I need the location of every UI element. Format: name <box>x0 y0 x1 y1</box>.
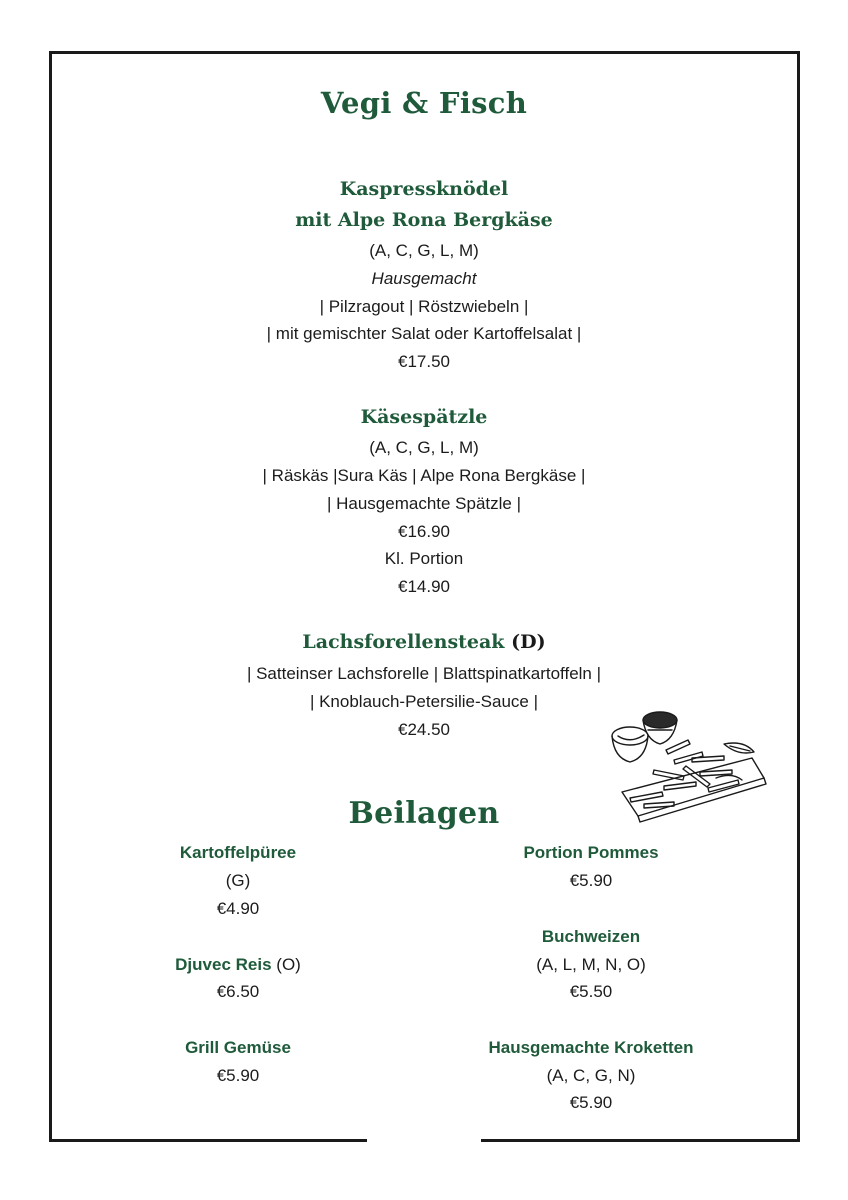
dish-description: | Knoblauch-Petersilie-Sauce | <box>309 692 539 711</box>
side-name: Kartoffelpüree <box>179 843 297 862</box>
side-allergens: (A, C, G, N) <box>546 1066 636 1085</box>
dish-description: | mit gemischter Salat oder Kartoffelsalat | <box>266 324 582 343</box>
side-name: Portion Pommes <box>523 843 659 862</box>
side-price: €5.90 <box>216 1066 260 1085</box>
dish-allergens: (A, C, G, L, M) <box>369 241 479 260</box>
dish-description: | Hausgemachte Spätzle | <box>326 494 522 513</box>
side-name: Buchweizen <box>541 927 641 946</box>
dish-allergens: (D) <box>511 631 546 653</box>
side-price: €5.90 <box>569 1093 613 1112</box>
dish-small-portion-label: Kl. Portion <box>384 549 464 568</box>
side-price: €5.90 <box>569 871 613 890</box>
side-price: €6.50 <box>216 982 260 1001</box>
dish-price: €17.50 <box>398 352 450 371</box>
dish-small-portion-price: €14.90 <box>398 577 450 596</box>
frame-border-bottom-right <box>481 1139 800 1142</box>
dish-name-subtitle: mit Alpe Rona Bergkäse <box>295 209 553 231</box>
side-allergens: (O) <box>276 955 301 974</box>
side-name: Djuvec Reis <box>175 955 272 974</box>
dish-name: Kaspressknödel <box>339 178 509 200</box>
dish-price: €24.50 <box>398 720 450 739</box>
frame-border-top <box>49 51 800 54</box>
frame-border-bottom-left <box>49 1139 367 1142</box>
dish-note: Hausgemacht <box>371 269 477 288</box>
dish-name: Käsespätzle <box>360 406 488 428</box>
section-title-beilagen: Beilagen <box>348 796 500 831</box>
side-name: Grill Gemüse <box>185 1038 291 1057</box>
side-price: €4.90 <box>216 899 260 918</box>
side-name: Hausgemachte Kroketten <box>488 1038 694 1057</box>
side-price: €5.50 <box>569 982 613 1001</box>
dish-description: | Satteinser Lachsforelle | Blattspinatkartoffeln | <box>246 664 602 683</box>
side-allergens: (A, L, M, N, O) <box>536 955 646 974</box>
dish-description: | Räskäs |Sura Käs | Alpe Rona Bergkäse | <box>262 466 586 485</box>
dish-description: | Pilzragout | Röstzwiebeln | <box>319 297 529 316</box>
section-title-vegi-fisch: Vegi & Fisch <box>320 86 528 120</box>
dish-price: €16.90 <box>398 522 450 541</box>
dish-name: Lachsforellensteak <box>302 631 505 653</box>
dish-allergens: (A, C, G, L, M) <box>369 438 479 457</box>
side-allergens: (G) <box>225 871 251 890</box>
dish-name-row <box>0 630 848 654</box>
side-name-row <box>118 954 358 976</box>
